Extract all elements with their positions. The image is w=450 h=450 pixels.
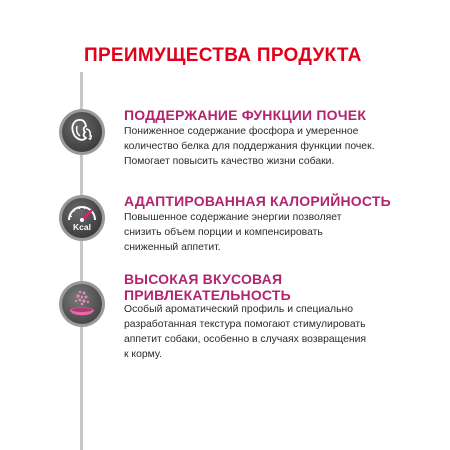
benefit-2-text: Повышенное содержание энергии позволяет снизить объем порции и компенсировать сниженный аппетит. [124,212,342,253]
kcal-label: Kcal [73,222,91,232]
kcal-gauge-icon [58,194,106,242]
benefit-2-heading: АДАПТИРОВАННАЯ КАЛОРИЙНОСТЬ [124,193,391,209]
benefit-1-heading: ПОДДЕРЖАНИЕ ФУНКЦИИ ПОЧЕК [124,107,367,123]
benefit-3-text: Особый ароматический профиль и специально разработанная текстура помогают стимулировать аппетит собаки, особенно в случаях возвращения к корму. [124,304,367,360]
kidney-icon [58,108,106,156]
page-title: ПРЕИМУЩЕСТВА ПРОДУКТА [84,45,362,66]
benefit-1-text: Пониженное содержание фосфора и умеренное количество белка для поддержания функции почек. Помогает повысить качество жизни собаки. [124,126,375,167]
benefit-3-heading: ВЫСОКАЯ ВКУСОВАЯ ПРИВЛЕКАТЕЛЬНОСТЬ [124,271,291,303]
food-bowl-aroma-icon [58,280,106,328]
